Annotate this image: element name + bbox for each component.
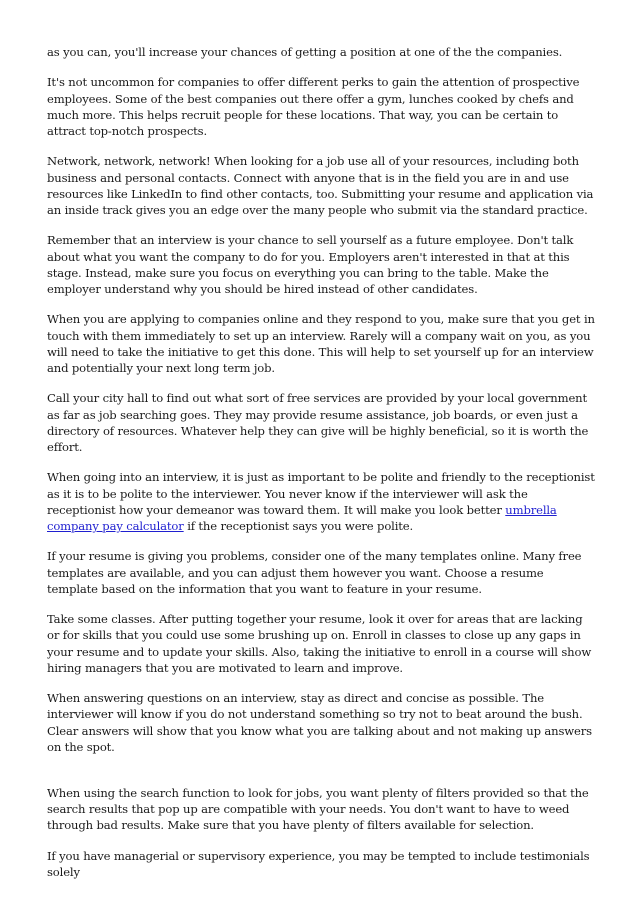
paragraph-12: If you have managerial or supervisory experience, you may be tempted to include testimonials solely <box>47 848 590 879</box>
paragraph-8: If your resume is giving you problems, consider one of the many templates online. Many free templates are available, and you can adjust them however you want. Choose a resume template based on the information that you want to feature in your resume. <box>47 549 582 596</box>
document-page <box>47 44 595 894</box>
paragraph-2: It's not uncommon for companies to offer different perks to gain the attention of prospective employees. Some of the best companies out there offer a gym, lunches cooked by chefs and much more. This helps recruit people for these locations. That way, you can be certain to attract top-notch prospects. <box>47 75 580 138</box>
paragraph-7-text-after: if the receptionist says you were polite. <box>183 519 414 533</box>
paragraph-3: Network, network, network! When looking for a job use all of your resources, including both business and personal contacts. Connect with anyone that is in the field you are in and use resources like LinkedIn to find other contacts, too. Submitting your resume and application via an inside track gives you an edge over the many people who submit via the standard practice. <box>47 154 594 217</box>
paragraph-11: When using the search function to look for jobs, you want plenty of filters provided so that the search results that pop up are compatible with your needs. You don't want to have to weed through bad results. Make sure that you have plenty of filters available for selection. <box>47 786 589 833</box>
paragraph-7-text-before: When going into an interview, it is just as important to be polite and friendly to the receptionist as it is to be polite to the interviewer. You never know if the interviewer will ask the receptionist how your demeanor was toward them. It will make you look better <box>47 470 595 517</box>
umbrella-calculator-link[interactable]: umbrella company pay calculator <box>47 502 557 533</box>
paragraph-5: When you are applying to companies online and they respond to you, make sure that you get in touch with them immediately to set up an interview. Rarely will a company wait on you, as you will need to take the initiative to get this done. This will help to set yourself up for an interview and potentially your next long term job. <box>47 312 595 375</box>
paragraph-1: as you can, you'll increase your chances of getting a position at one of the the companies. <box>47 45 563 59</box>
paragraph-7 <box>47 469 595 534</box>
paragraph-4: Remember that an interview is your chance to sell yourself as a future employee. Don't talk about what you want the company to do for you. Employers aren't interested in that at this stage. Instead, make sure you focus on everything you can bring to the table. Make the employer understand why you should be hired instead of other candidates. <box>47 233 574 296</box>
paragraph-10: When answering questions on an interview, stay as direct and concise as possible. The interviewer will know if you do not understand something so try not to beat around the bush. Clear answers will show that you know what you are talking about and not making up answers on the spot. <box>47 691 592 754</box>
paragraph-9: Take some classes. After putting together your resume, look it over for areas that are lacking or for skills that you could use some brushing up on. Enroll in classes to close up any gaps in your resume and to update your skills. Also, taking the initiative to enroll in a course will show hiring managers that you are motivated to learn and improve. <box>47 612 592 675</box>
paragraph-6: Call your city hall to find out what sort of free services are provided by your local government as far as job searching goes. They may provide resume assistance, job boards, or even just a directory of resources. Whatever help they can give will be highly beneficial, so it is worth the effort. <box>47 391 589 454</box>
